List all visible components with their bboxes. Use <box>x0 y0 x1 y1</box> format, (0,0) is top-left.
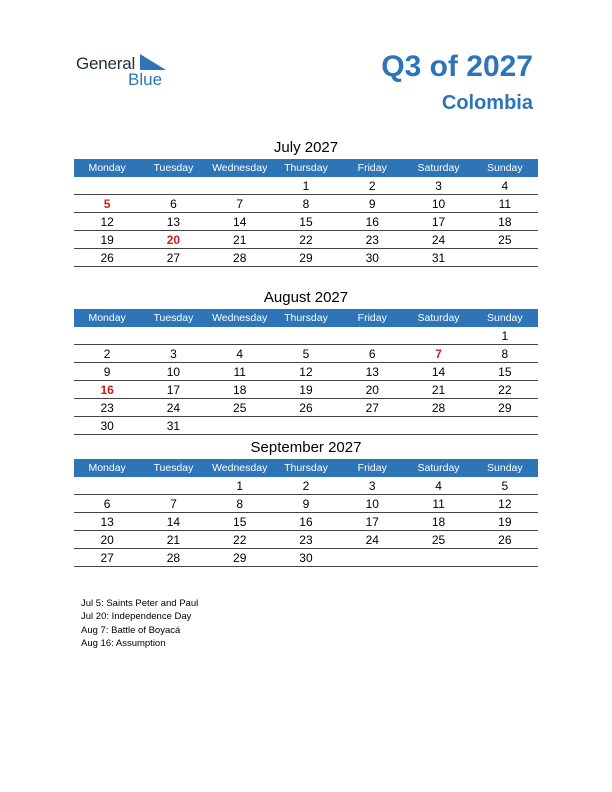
day-cell <box>339 327 405 345</box>
day-cell: 13 <box>74 513 140 531</box>
day-cell: 30 <box>74 417 140 435</box>
day-cell: 8 <box>273 195 339 213</box>
day-cell: 4 <box>405 477 471 495</box>
day-cell: 1 <box>273 177 339 195</box>
day-cell: 16 <box>339 213 405 231</box>
weekday-header: Tuesday <box>140 309 206 327</box>
day-cell: 15 <box>472 363 538 381</box>
day-cell: 3 <box>339 477 405 495</box>
day-cell: 29 <box>472 399 538 417</box>
day-cell: 29 <box>207 549 273 567</box>
day-cell: 31 <box>405 249 471 267</box>
day-cell <box>74 177 140 195</box>
day-cell <box>207 327 273 345</box>
weekday-header: Thursday <box>273 159 339 177</box>
day-cell: 8 <box>472 345 538 363</box>
week-row <box>74 399 538 417</box>
holiday-day-cell: 16 <box>74 381 140 399</box>
week-row <box>74 477 538 495</box>
day-cell <box>140 177 206 195</box>
month-title: July 2027 <box>273 139 339 156</box>
day-cell <box>405 549 471 567</box>
day-cell: 7 <box>207 195 273 213</box>
day-cell <box>140 477 206 495</box>
day-cell: 15 <box>273 213 339 231</box>
holiday-note: Aug 7: Battle of Boyacá <box>81 624 181 636</box>
day-cell: 19 <box>74 231 140 249</box>
weekday-header: Tuesday <box>140 459 206 477</box>
day-cell: 30 <box>339 249 405 267</box>
week-row <box>74 363 538 381</box>
day-cell <box>472 549 538 567</box>
day-cell <box>405 327 471 345</box>
weekday-header: Monday <box>74 459 140 477</box>
week-row <box>74 231 538 249</box>
day-cell: 2 <box>74 345 140 363</box>
day-cell <box>140 327 206 345</box>
weekday-header-row <box>74 159 538 177</box>
day-cell: 17 <box>339 513 405 531</box>
holiday-day-cell: 20 <box>140 231 206 249</box>
weekday-header: Friday <box>339 159 405 177</box>
day-cell: 12 <box>472 495 538 513</box>
month-august <box>74 287 538 435</box>
day-cell: 26 <box>74 249 140 267</box>
weekday-header: Friday <box>339 309 405 327</box>
day-cell: 6 <box>74 495 140 513</box>
weekday-header: Friday <box>339 459 405 477</box>
day-cell: 6 <box>339 345 405 363</box>
day-cell: 10 <box>140 363 206 381</box>
day-cell <box>207 177 273 195</box>
day-cell: 20 <box>74 531 140 549</box>
calendar-table <box>74 309 538 435</box>
week-row <box>74 195 538 213</box>
weekday-header: Wednesday <box>207 459 273 477</box>
day-cell: 19 <box>472 513 538 531</box>
day-cell: 28 <box>140 549 206 567</box>
day-cell: 16 <box>273 513 339 531</box>
day-cell: 2 <box>273 477 339 495</box>
day-cell: 17 <box>140 381 206 399</box>
day-cell: 19 <box>273 381 339 399</box>
day-cell: 10 <box>405 195 471 213</box>
week-row <box>74 213 538 231</box>
day-cell: 25 <box>405 531 471 549</box>
day-cell: 14 <box>207 213 273 231</box>
day-cell: 18 <box>207 381 273 399</box>
week-row <box>74 345 538 363</box>
week-row <box>74 417 538 435</box>
day-cell: 5 <box>472 477 538 495</box>
weekday-header-row <box>74 309 538 327</box>
holiday-note: Aug 16: Assumption <box>81 637 166 649</box>
day-cell: 17 <box>405 213 471 231</box>
day-cell <box>74 327 140 345</box>
holiday-note: Jul 5: Saints Peter and Paul <box>81 598 199 609</box>
day-cell: 25 <box>207 399 273 417</box>
day-cell <box>339 417 405 435</box>
day-cell: 11 <box>207 363 273 381</box>
quarter-title: Q3 of 2027 <box>381 50 533 83</box>
calendar-table <box>74 459 538 567</box>
day-cell: 2 <box>339 177 405 195</box>
day-cell: 23 <box>273 531 339 549</box>
weekday-header: Saturday <box>405 459 471 477</box>
day-cell: 31 <box>140 417 206 435</box>
day-cell: 9 <box>339 195 405 213</box>
day-cell: 4 <box>472 177 538 195</box>
weekday-header: Saturday <box>405 309 471 327</box>
day-cell: 8 <box>207 495 273 513</box>
weekday-header: Saturday <box>405 159 471 177</box>
month-title: September 2027 <box>250 439 362 456</box>
week-row <box>74 531 538 549</box>
weekday-header: Thursday <box>273 459 339 477</box>
holiday-day-cell: 5 <box>74 195 140 213</box>
month-july <box>74 137 538 267</box>
week-row <box>74 381 538 399</box>
day-cell: 21 <box>207 231 273 249</box>
day-cell: 22 <box>472 381 538 399</box>
day-cell: 28 <box>405 399 471 417</box>
day-cell: 26 <box>472 531 538 549</box>
weekday-header: Monday <box>74 309 140 327</box>
weekday-header: Tuesday <box>140 159 206 177</box>
weekday-header: Wednesday <box>207 159 273 177</box>
day-cell <box>472 249 538 267</box>
day-cell: 25 <box>472 231 538 249</box>
country-name: Colombia <box>441 92 533 114</box>
brand-logo <box>76 52 176 88</box>
month-title: August 2027 <box>263 289 349 306</box>
week-row <box>74 177 538 195</box>
day-cell: 13 <box>339 363 405 381</box>
day-cell: 27 <box>74 549 140 567</box>
week-row <box>74 513 538 531</box>
day-cell: 11 <box>472 195 538 213</box>
day-cell: 10 <box>339 495 405 513</box>
day-cell: 18 <box>472 213 538 231</box>
holiday-notes <box>81 597 198 650</box>
day-cell: 14 <box>140 513 206 531</box>
day-cell: 24 <box>140 399 206 417</box>
month-september <box>74 437 538 567</box>
day-cell: 27 <box>339 399 405 417</box>
weekday-header-row <box>74 459 538 477</box>
day-cell: 30 <box>273 549 339 567</box>
day-cell: 13 <box>140 213 206 231</box>
day-cell: 24 <box>405 231 471 249</box>
day-cell <box>339 549 405 567</box>
holiday-note: Jul 20: Independence Day <box>81 611 192 623</box>
weekday-header: Sunday <box>472 309 538 327</box>
day-cell: 20 <box>339 381 405 399</box>
day-cell: 12 <box>74 213 140 231</box>
weekday-header: Sunday <box>472 459 538 477</box>
logo-text-general: General <box>76 54 136 73</box>
day-cell: 23 <box>74 399 140 417</box>
day-cell: 23 <box>339 231 405 249</box>
holiday-day-cell: 7 <box>405 345 471 363</box>
day-cell: 9 <box>273 495 339 513</box>
day-cell: 3 <box>140 345 206 363</box>
day-cell: 9 <box>74 363 140 381</box>
week-row <box>74 249 538 267</box>
day-cell: 28 <box>207 249 273 267</box>
day-cell: 4 <box>207 345 273 363</box>
day-cell: 1 <box>207 477 273 495</box>
day-cell: 1 <box>472 327 538 345</box>
day-cell: 29 <box>273 249 339 267</box>
day-cell: 22 <box>207 531 273 549</box>
calendar-table <box>74 159 538 267</box>
day-cell: 27 <box>140 249 206 267</box>
day-cell: 7 <box>140 495 206 513</box>
day-cell: 6 <box>140 195 206 213</box>
week-row <box>74 327 538 345</box>
day-cell: 11 <box>405 495 471 513</box>
day-cell <box>273 417 339 435</box>
day-cell: 21 <box>405 381 471 399</box>
day-cell: 22 <box>273 231 339 249</box>
day-cell: 3 <box>405 177 471 195</box>
weekday-header: Sunday <box>472 159 538 177</box>
day-cell: 26 <box>273 399 339 417</box>
day-cell <box>273 327 339 345</box>
day-cell: 15 <box>207 513 273 531</box>
week-row <box>74 495 538 513</box>
logo-text-blue: Blue <box>128 70 163 89</box>
weekday-header: Thursday <box>273 309 339 327</box>
day-cell <box>74 477 140 495</box>
day-cell: 5 <box>273 345 339 363</box>
day-cell: 21 <box>140 531 206 549</box>
week-row <box>74 549 538 567</box>
weekday-header: Wednesday <box>207 309 273 327</box>
day-cell: 12 <box>273 363 339 381</box>
weekday-header: Monday <box>74 159 140 177</box>
day-cell: 24 <box>339 531 405 549</box>
day-cell <box>405 417 471 435</box>
day-cell: 14 <box>405 363 471 381</box>
day-cell <box>472 417 538 435</box>
day-cell: 18 <box>405 513 471 531</box>
day-cell <box>207 417 273 435</box>
